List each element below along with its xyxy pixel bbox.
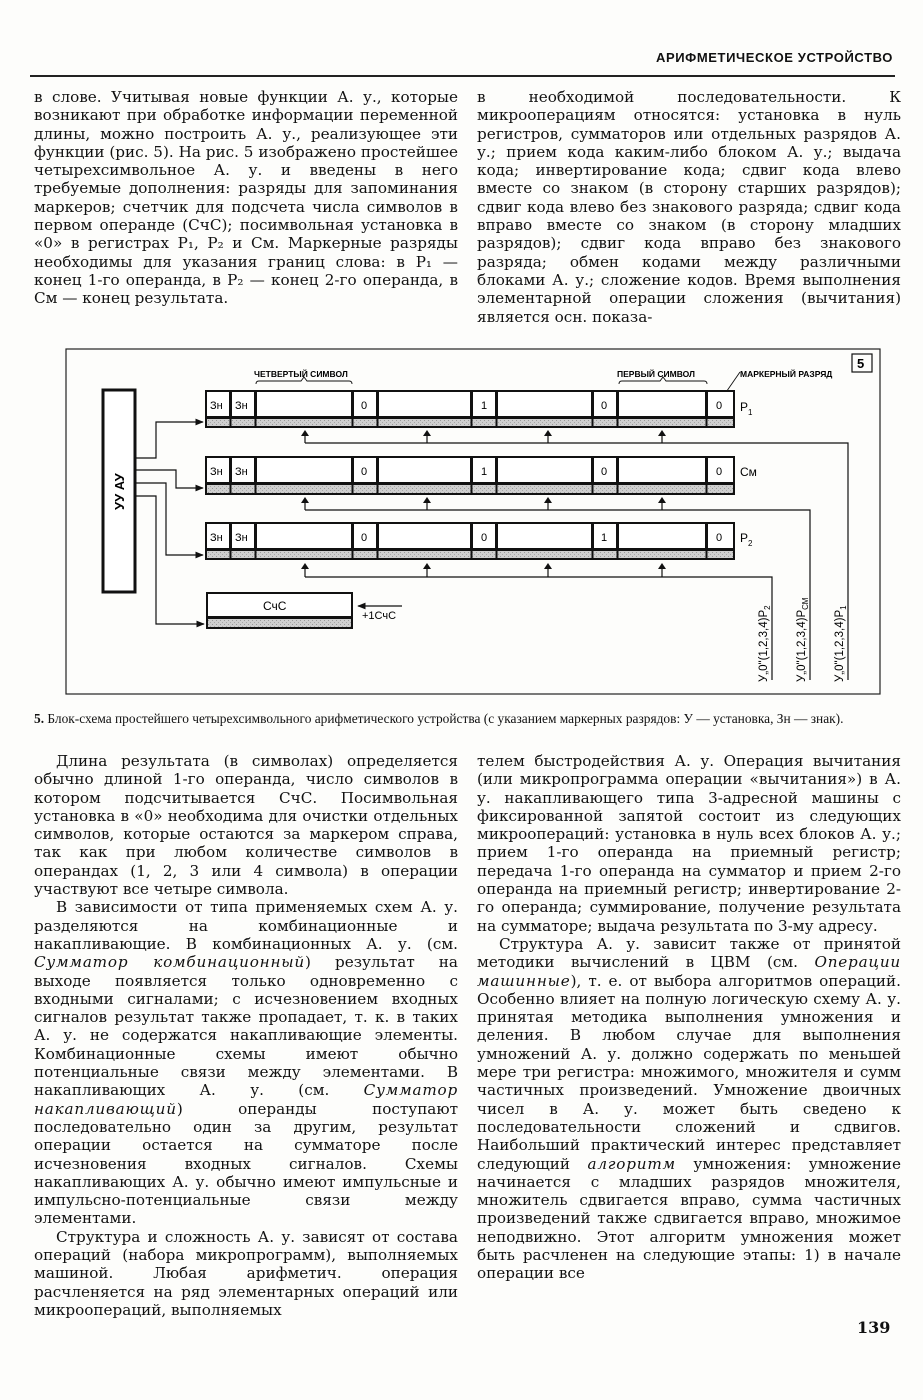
- svg-text:1: 1: [601, 532, 608, 544]
- paragraph: Структура и сложность А. у. зависят от состава операций (набора микропрограмм), выполняемых машиной. Любая арифметич. операция расчленяется на ряд элементарных операций или микроопераций, выполняемых: [34, 1227, 458, 1319]
- svg-text:Зн: Зн: [210, 400, 223, 412]
- svg-text:СчС: СчС: [263, 599, 287, 613]
- paragraph: телем быстродействия А. у. Операция вычитания (или микропрограмма операции «вычитания») в А. у. накапливающего типа 3-адресной машины с фиксированной запятой состоит из следующих микроопераций: установка в нуль всех блоков А. у.; прием 1-го операнда на приемный регистр; передача 1-го операнда на сумматор и прием 2-го операнда на приемный регистр; инвертирование 2-го операнда; суммирование, получение результата на сумматоре; выдача результата по 3-му адресу.: [477, 752, 901, 935]
- svg-text:Зн: Зн: [235, 466, 248, 478]
- running-head: АРИФМЕТИЧЕСКОЕ УСТРОЙСТВО: [655, 50, 893, 65]
- text-column-bottom-left: [34, 752, 458, 1319]
- svg-text:0: 0: [716, 400, 723, 412]
- cross-reference: Операции машинные: [477, 953, 901, 990]
- symbol-counter: [206, 592, 353, 629]
- cross-reference: алгоритм: [587, 1154, 676, 1173]
- paragraph: в слове. Учитывая новые функции А. у., которые возникают при обработке информации переменной длины, можно построить А. у., реализующее эти функции (рис. 5). На рис. 5 изображено простейшее четырехсимвольное А. у. и введены в него требуемые дополнения: разряды для запоминания маркеров; счетчик для подсчета числа символов в первом операнде (СчС); посимвольная установка в «0» в регистрах Р₁, Р₂ и См. Маркерные разряды необходимы для указания границ слова: в Р₁ — конец 1-го операнда, в Р₂ — конец 2-го операнда, в См — конец результата.: [34, 88, 458, 308]
- counter-increment-label: +1СчС: [362, 610, 397, 622]
- svg-text:0: 0: [361, 532, 368, 544]
- figure-caption: 5. Блок-схема простейшего четырехсимвольного арифметического устройства (с указанием маркерных разрядов: У — установка, Зн — знак).: [34, 711, 844, 726]
- control-unit-label: УУ АУ: [112, 473, 127, 510]
- register-label-sm: См: [740, 465, 757, 479]
- reset-label-p1: $У„0"(1,2,3,4)P_1$: [834, 605, 848, 682]
- cross-reference: Сумматор комбинационный: [34, 953, 306, 972]
- register-label-p1: $P_1$: [740, 400, 753, 417]
- reset-label-psm: $У„0"(1,2,3,4)P_{СМ}$: [796, 597, 810, 682]
- svg-text:0: 0: [361, 400, 368, 412]
- register-sm: [205, 456, 757, 495]
- svg-text:Зн: Зн: [235, 532, 248, 544]
- label-first-symbol: ПЕРВЫЙ СИМВОЛ: [617, 369, 695, 379]
- svg-text:0: 0: [601, 466, 608, 478]
- paragraph: Длина результата (в символах) определяется обычно длиной 1-го операнда, число символов в котором подсчитывается СчС. Посимвольная установка в «0» необходима для очистки отдельных символов, которые остаются за маркером справа, так как при любом количестве символов в операндах (1, 2, 3 или 4 символа) в операции участвуют все четыре символа.: [34, 752, 458, 899]
- cross-reference: Сумматор накапливающий: [34, 1081, 458, 1118]
- reset-label-p2: $У„0"(1,2,3,4)P_2$: [758, 605, 772, 682]
- paragraph: В зависимости от типа применяемых схем А. у. разделяются на комбинационные и накапливающие. В комбинационных А. у. (см. Сумматор комбинационный) результат на выходе появляется только одновременно с входными сигналами; с исчезновением входных сигналов результат также пропадает, т. к. в таких А. у. не содержатся накапливающие элементы. Комбинационные схемы имеют обычно потенциальные связи между элементами. В накапливающих А. у. (см. Сумматор накапливающий) операнды поступают последовательно один за другим, результат операции остается на сумматоре после исчезновения входных сигналов. Схемы накапливающих А. у. обычно имеют импульсные и импульсно-потенциальные связи между элементами.: [34, 898, 458, 1228]
- text-column-bottom-right: [477, 752, 901, 1283]
- paragraph: Структура А. у. зависит также от принятой методики вычислений в ЦВМ (см. Операции машинные), т. е. от выбора алгоритмов операций. Особенно влияет на полную логическую схему А. у. принятая методика выполнения умножения и деления. В любом случае для выполнения умножений А. у. должно содержать по меньшей мере три регистра: множимого, множителя и сумм частичных произведений. Умножение двоичных чисел в А. у. может быть сведено к последовательности сложений и сдвигов. Наибольший практический интерес представляет следующий алгоритм умножения: умножение начинается с младших разрядов множителя, множитель сдвигается вправо, сумма частичных произведений также сдвигается вправо, множимое неподвижно. Этот алгоритм умножения может быть расчленен на следующие этапы: 1) в начале операции все: [477, 934, 901, 1283]
- svg-text:Зн: Зн: [210, 532, 223, 544]
- svg-text:0: 0: [601, 400, 608, 412]
- svg-text:0: 0: [481, 532, 488, 544]
- figure-number: 5: [857, 356, 865, 371]
- register-p2: [205, 522, 753, 560]
- svg-text:0: 0: [716, 532, 723, 544]
- paragraph: в необходимой последовательности. К микрооперациям относятся: установка в нуль регистров, сумматоров или отдельных разрядов А. у.; прием кода каким-либо блоком А. у.; выдача кода; инвертирование кода; сдвиг кода влево вместе со знаком (в сторону старших разрядов); сдвиг кода влево без знакового разряда; сдвиг кода вправо вместе со знаком (в сторону младших разрядов); сдвиг кода вправо без знакового разряда; обмен кодами между различными блоками А. у.; сложение кодов. Время выполнения элементарной операции сложения (вычитания) является осн. показа-: [477, 88, 901, 326]
- label-marker-bit: МАРКЕРНЫЙ РАЗРЯД: [740, 369, 833, 379]
- svg-text:Зн: Зн: [210, 466, 223, 478]
- page-number: 139: [857, 1318, 891, 1337]
- svg-text:Зн: Зн: [235, 400, 248, 412]
- register-label-p2: $P_2$: [740, 531, 753, 548]
- register-p1: [205, 390, 753, 428]
- svg-text:1: 1: [481, 466, 488, 478]
- svg-text:0: 0: [716, 466, 723, 478]
- label-fourth-symbol: ЧЕТВЕРТЫЙ СИМВОЛ: [254, 369, 348, 379]
- svg-text:1: 1: [481, 400, 488, 412]
- svg-text:0: 0: [361, 466, 368, 478]
